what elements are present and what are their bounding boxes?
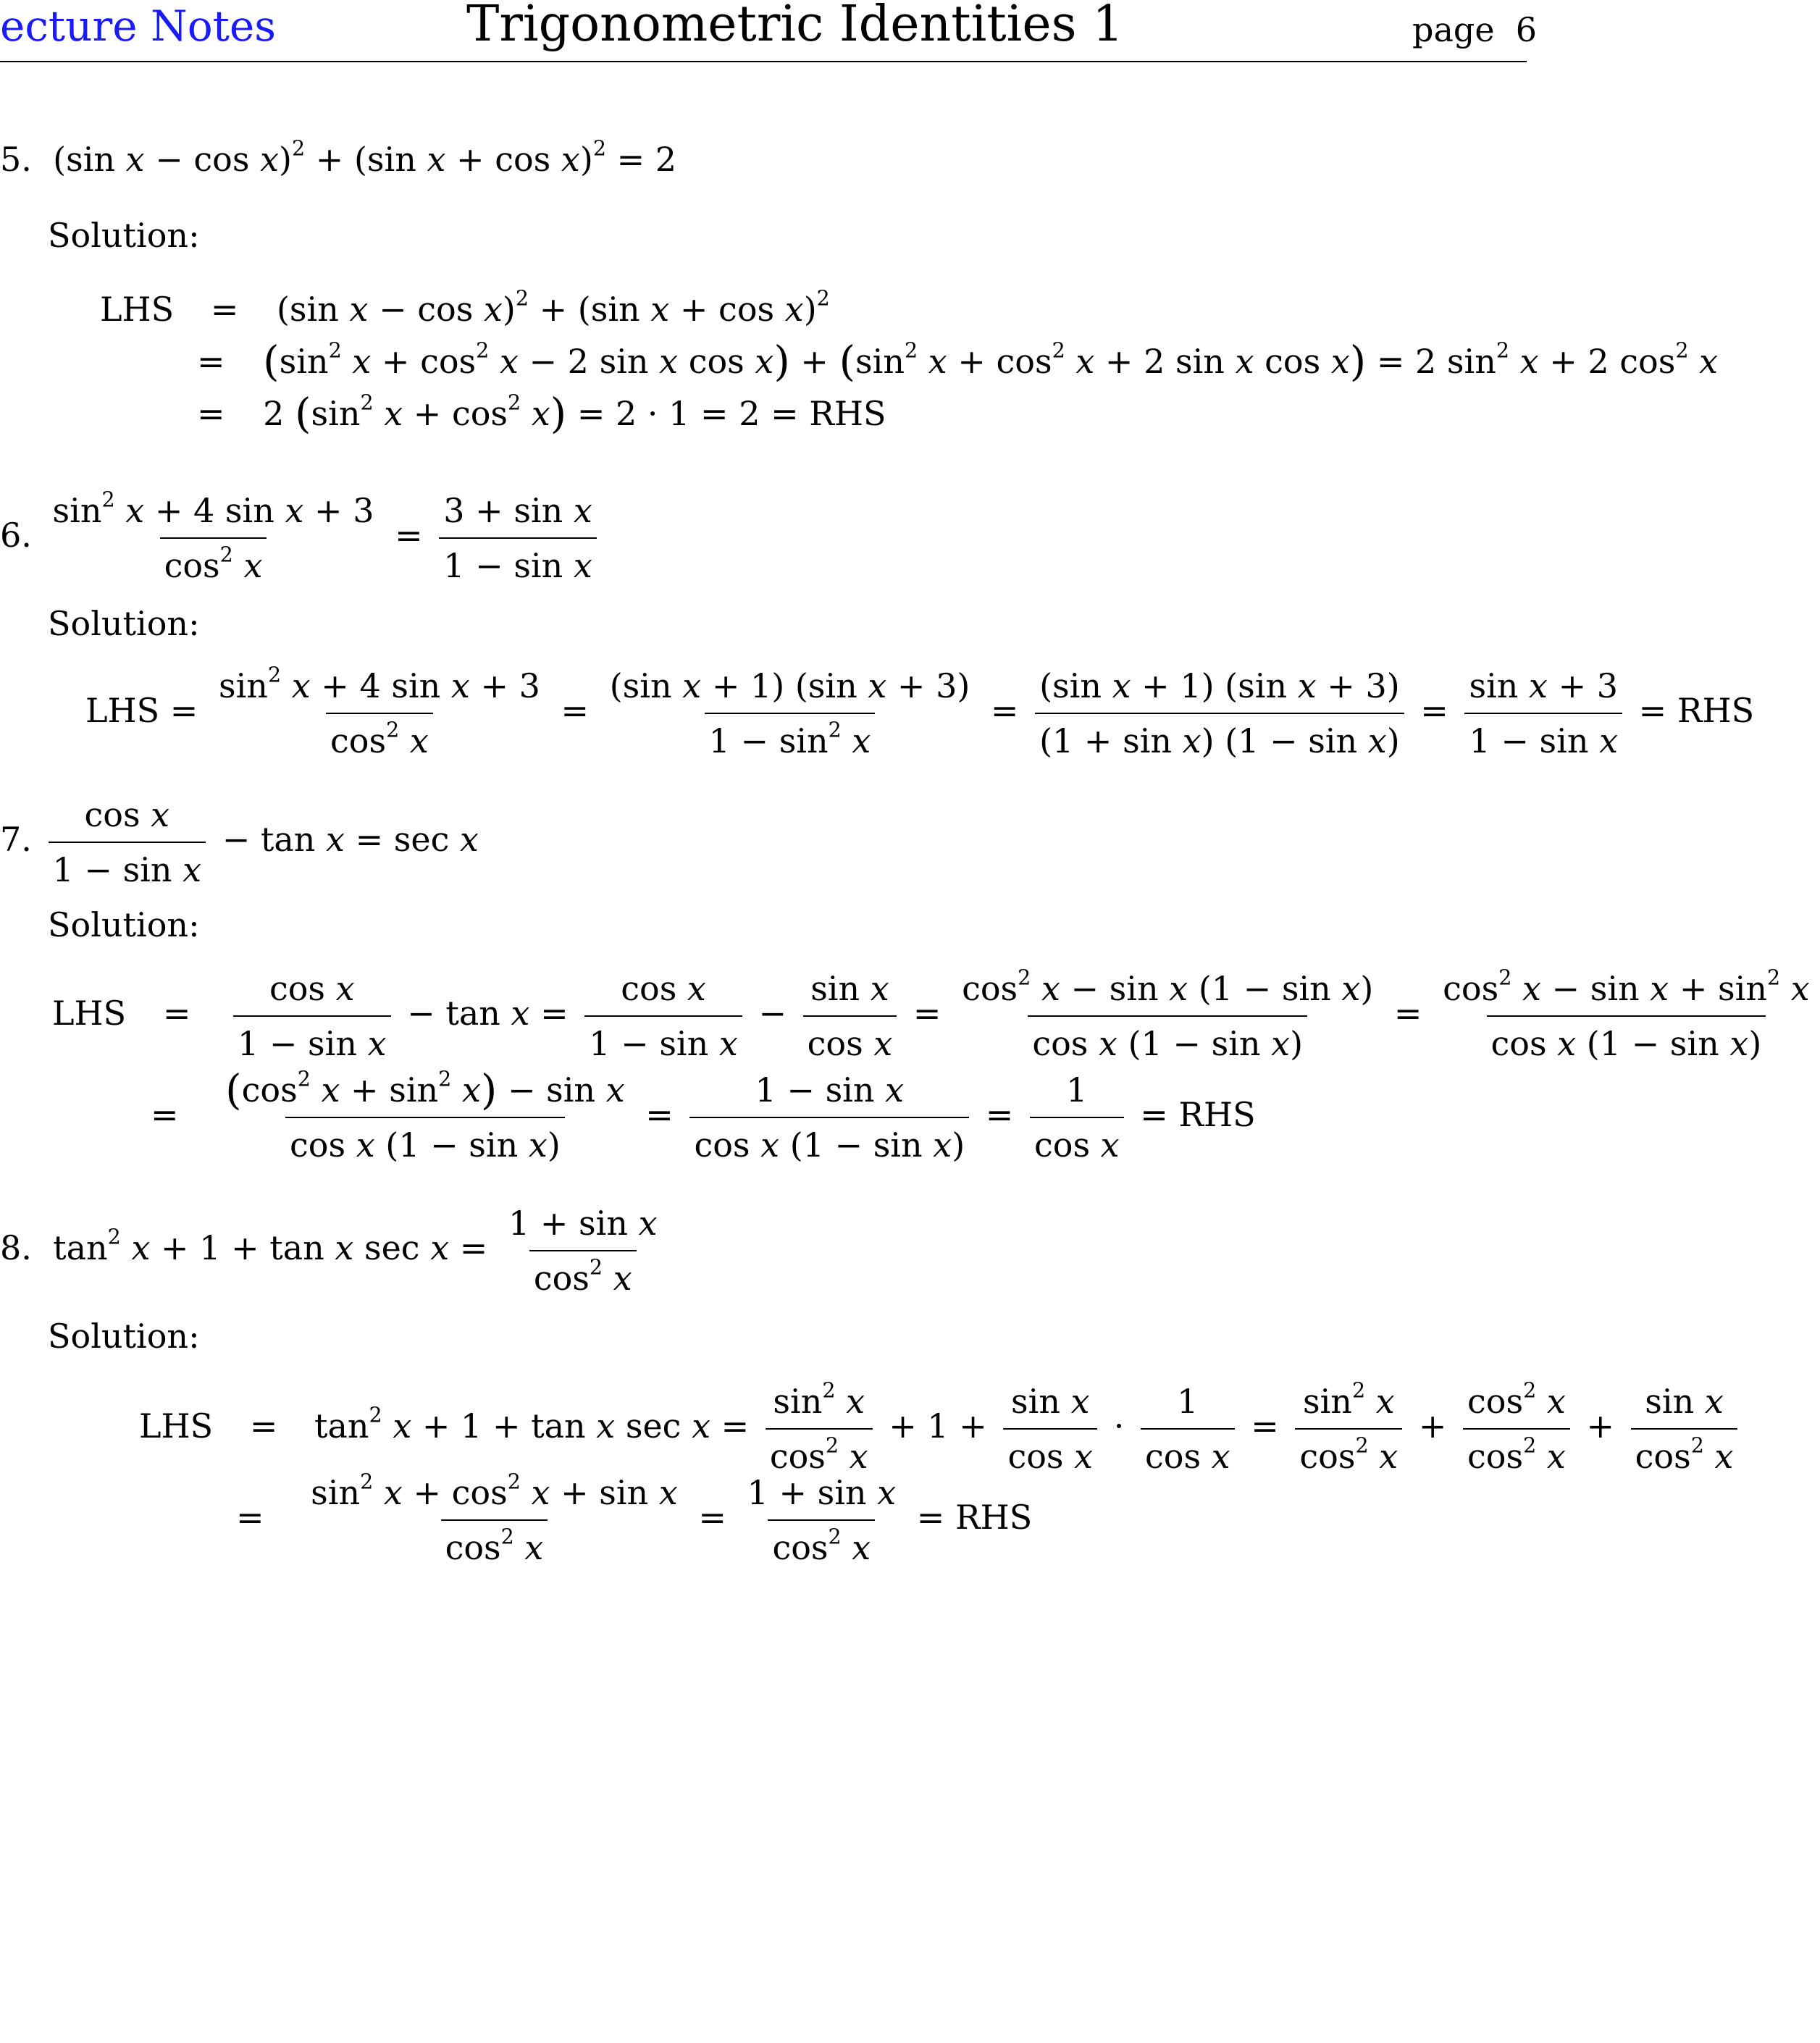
fraction: $\frac{1}{\text{cos x}}$ (1030, 1070, 1124, 1165)
header-rule (0, 61, 1527, 62)
fraction: $\frac{\cos^2 x - \sin x + \sin^2 x}{\text{cos x (1 − sin x)}}$ (1443, 965, 1810, 1063)
page-label: page (1412, 10, 1495, 49)
fraction: $\frac{\text{cos x}}{\text{1 − sin x}}$ (584, 969, 742, 1063)
page-number-value: 6 (1515, 10, 1538, 49)
fraction: $\frac{\cos^2 x - \sin x (1 - \sin x)}{\text{cos x (1 − sin x)}}$ (962, 965, 1374, 1063)
problem-number: 7. (0, 820, 32, 859)
page-title: Trigonometric Identities 1 (466, 0, 1124, 53)
problem-7-step-1: LHS = $\frac{\text{cos x}}{\text{1 − sin x}}$ − tan x = $\frac{\text{cos x}}{\text{1 − sin x}}$ − $\frac{\text{sin x}}{\text{cos x}}$ = $\frac{\cos^2 x - \sin x (1 - \sin x)}{\text{cos x (1 − sin x)}}$ = $\frac{\cos^2 x - \sin x + \sin^2 x}{\text{cos x (1 − sin x)}}$ (52, 969, 1820, 1063)
header-link[interactable]: ecture Notes (0, 1, 277, 51)
page-number (1412, 10, 1537, 49)
fraction: $\frac{\text{3 + sin x}}{\text{1 − sin x}}$ (439, 491, 597, 585)
problem-8-step-2: = $\frac{\sin^2 x + \cos^2 x + \sin x}{\cos^2 x}$ = $\frac{\text{1 + sin x}}{\cos^2 x}$ = RHS (236, 1469, 1033, 1567)
fraction: $\frac{\text{1 + sin x}}{\cos^2 x}$ (508, 1204, 658, 1298)
rhs-label: RHS (1677, 691, 1755, 730)
lhs-label: LHS (139, 1406, 214, 1446)
solution-label: Solution: (48, 905, 200, 944)
problem-5-step-3: = 2 ($\sin^2$ $x + \cos^2 x) = 2 \cdot 1 = 2$ = RHS (197, 389, 886, 438)
solution-label: Solution: (48, 1317, 200, 1356)
fraction: $\frac{\sin^2 x + 4 \sin x + 3}{\cos^2 x}$ (218, 663, 540, 760)
fraction: $\frac{\text{sin x + 3}}{\text{1 − sin x}}$ (1464, 666, 1622, 760)
fraction: $\frac{\sin^2 x}{\cos^2 x}$ (766, 1382, 873, 1476)
fraction: $\frac{\sin^2 x + \cos^2 x + \sin x}{\cos^2 x}$ (311, 1469, 678, 1567)
lhs-label: LHS (85, 691, 160, 730)
rhs-label: RHS (1178, 1095, 1256, 1134)
problem-5-step-1: LHS = (sin x − cos x)$^2$ + (sin x + cos x)$^2$ (100, 286, 830, 329)
fraction: $\frac{\sin^2 x + 4 \sin x + 3}{\cos^2 x}$ (52, 487, 374, 585)
fraction: $\frac{\text{1 − sin x}}{\text{cos x (1 − sin x)}}$ (689, 1070, 969, 1165)
problem-7-statement: 7. $\frac{\text{cos x}}{\text{1 − sin x}}$ − tan x = sec x (0, 795, 479, 889)
rhs-label: RHS (809, 394, 886, 433)
fraction: $\frac{\cos^2 x}{\cos^2 x}$ (1463, 1382, 1570, 1476)
fraction: $\frac{\text{1 + sin x}}{\cos^2 x}$ (747, 1473, 897, 1567)
solution-label: Solution: (48, 216, 200, 255)
solution-label: Solution: (48, 604, 200, 643)
problem-8-step-1: LHS = $\tan^2 x + 1 + \tan x$ sec x = $\frac{\sin^2 x}{\cos^2 x}$ + 1 + $\frac{\text{sin x}}{\text{cos x}}$ · $\frac{1}{\text{cos x}}$ = $\frac{\sin^2 x}{\cos^2 x}$ + $\frac{\cos^2 x}{\cos^2 x}$ + $\frac{\text{sin x}}{\cos^2 x}$ (139, 1382, 1743, 1476)
fraction: $\frac{\text{sin x}}{\cos^2 x}$ (1631, 1382, 1738, 1476)
fraction: $\frac{1}{\text{cos x}}$ (1141, 1382, 1235, 1476)
problem-5-step-2: = ($\sin^2$ $x + \cos^2 x - 2$ sin x $\cos x) + (\sin^2$ $x + \cos^2 x + 2$ sin x cos x) = 2 $\sin^2 x + 2$ $\cos^2 x$ (197, 337, 1719, 386)
problem-8-statement: 8. $\tan^2 x + 1 + \tan x$ sec x = $\frac{\text{1 + sin x}}{\cos^2 x}$ (0, 1204, 668, 1298)
problem-6-statement: 6. $\frac{\sin^2 x + 4 \sin x + 3}{\cos^2 x}$ = $\frac{\text{3 + sin x}}{\text{1 − sin x}}$ (0, 491, 603, 585)
problem-5-statement: 5. (sin x − cos x)$^2$ + (sin x + cos x)$^2$ = 2 (0, 136, 677, 179)
lhs-label: LHS (52, 994, 127, 1033)
problem-7-step-2: = $\frac{(\cos^2 x + \sin^2 x) - \sin x}{\text{cos x (1 − sin x)}}$ = $\frac{\text{1 − sin x}}{\text{cos x (1 − sin x)}}$ = $\frac{1}{\text{cos x}}$ = RHS (151, 1065, 1256, 1165)
fraction: $\frac{\text{sin x}}{\text{cos x}}$ (803, 969, 897, 1063)
fraction: $\frac{\sin^2 x}{\cos^2 x}$ (1295, 1382, 1402, 1476)
fraction: $\frac{\text{sin x}}{\text{cos x}}$ (1003, 1382, 1097, 1476)
problem-6-step-1: LHS = $\frac{\sin^2 x + 4 \sin x + 3}{\cos^2 x}$ = $\frac{\text{(sin x + 1) (sin x + 3)}}{1 - \sin^2 x}$ = $\frac{\text{(sin x + 1) (sin x + 3)}}{\text{(1 + sin x) (1 − sin x)}}$ = $\frac{\text{sin x + 3}}{\text{1 − sin x}}$ = RHS (85, 663, 1755, 760)
fraction: $\frac{\text{(sin x + 1) (sin x + 3)}}{\text{(1 + sin x) (1 − sin x)}}$ (1035, 666, 1404, 760)
fraction: $\frac{\text{cos x}}{\text{1 − sin x}}$ (233, 969, 391, 1063)
problem-number: 8. (0, 1228, 32, 1267)
problem-number: 5. (0, 140, 32, 179)
lhs-label: LHS (100, 290, 175, 329)
fraction: $\frac{\text{(sin x + 1) (sin x + 3)}}{1 - \sin^2 x}$ (609, 666, 970, 760)
rhs-label: RHS (955, 1498, 1033, 1537)
problem-number: 6. (0, 516, 32, 555)
fraction: $\frac{\text{cos x}}{\text{1 − sin x}}$ (49, 795, 206, 889)
fraction: $\frac{(\cos^2 x + \sin^2 x) - \sin x}{\text{cos x (1 − sin x)}}$ (225, 1065, 625, 1165)
